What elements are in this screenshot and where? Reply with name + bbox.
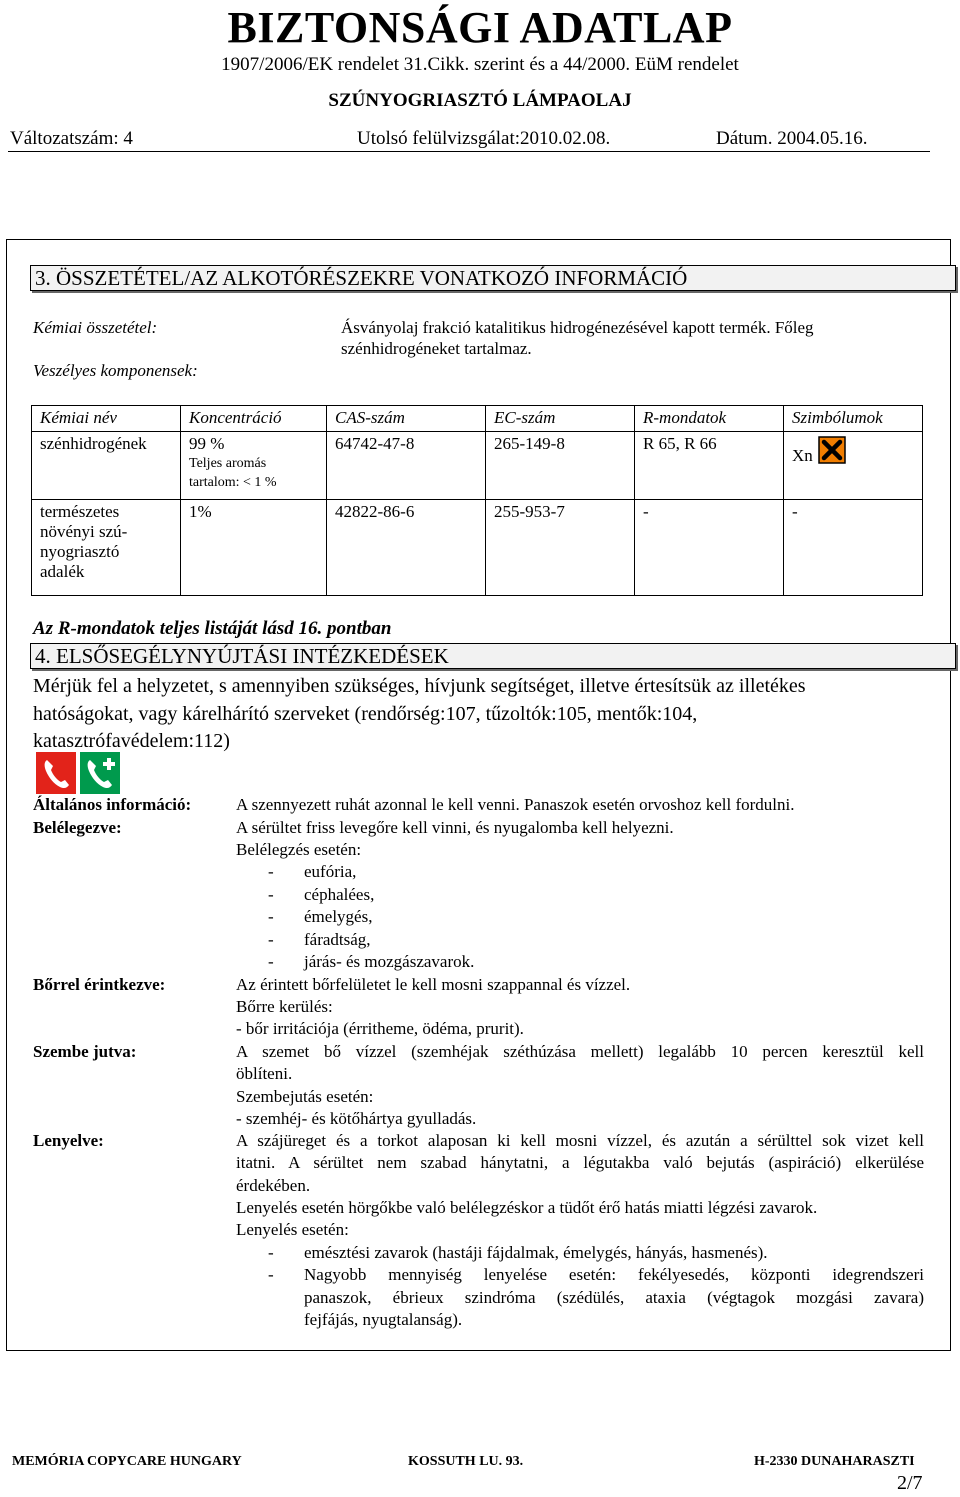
emergency-phone-icon: [36, 752, 76, 794]
review-date: Utolsó felülvizsgálat:2010.02.08.: [357, 128, 611, 149]
general-info-text: A szennyezett ruhát azonnal le kell venni. Panaszok esetén orvoshoz kell fordulni.: [236, 795, 795, 814]
skin-contact-detail: - bőr irritációja (érritheme, ödéma, prurit).: [236, 1019, 524, 1038]
list-item-continued: panaszok, ébrieux szindróma (szédülés, ataxia (végtagok mozgási zavara): [304, 1288, 924, 1307]
col-header-cas: CAS-szám: [327, 406, 486, 432]
footer-street: KOSSUTH LU. 93.: [408, 1454, 524, 1469]
col-header-r: R-mondatok: [635, 406, 784, 432]
cell-name: szénhidrogének: [32, 432, 181, 500]
r-phrases-note: Az R-mondatok teljes listáját lásd 16. pontban: [33, 618, 392, 639]
ingestion-text: A szájüreget és a torkot alaposan ki kell mosni vízzel, és azután a sérülttel sok vizet kell: [236, 1131, 924, 1150]
list-item: émelygés,: [304, 907, 373, 926]
ingestion-text-3: érdekében.: [236, 1176, 311, 1195]
ingestion-text-2: itatni. A sérültet nem szabad hánytatni, a légutakba való bejutás (aspiráció) elkerülése: [236, 1153, 924, 1172]
skin-contact-subheading: Bőrre kerülés:: [236, 997, 333, 1016]
document-title: BIZTONSÁGI ADATLAP: [227, 3, 733, 52]
first-aid-intro-2: hatóságokat, vagy kárelhárító szerveket (rendőrség:107, tűzoltók:105, mentők:104,: [33, 703, 698, 725]
harmful-x-icon: [818, 436, 846, 464]
list-item: emésztési zavarok (hastáji fájdalmak, émelygés, hányás, hasmenés).: [304, 1243, 768, 1262]
first-aid-intro: Mérjük fel a helyzetet, s amennyiben szükséges, hívjunk segítséget, illetve értesítsük az illetékes: [33, 675, 806, 697]
chemical-composition-text: Ásványolaj frakció katalitikus hidrogénezésével kapott termék. Főleg: [341, 318, 814, 337]
composition-table: [31, 405, 923, 596]
table-header-row: [32, 406, 923, 432]
list-item: eufória,: [304, 862, 357, 881]
eye-contact-subheading: Szembejutás esetén:: [236, 1087, 374, 1106]
table-row: [32, 432, 923, 500]
inhalation-text: A sérültet friss levegőre kell vinni, és nyugalomba kell helyezni.: [236, 818, 674, 837]
cell-concentration: 1%: [181, 500, 327, 596]
eye-contact-text: A szemet bő vízzel (szemhéjak széthúzása mellett) legalább 10 percen keresztül kell: [236, 1042, 924, 1061]
header-divider: [8, 151, 930, 152]
ingestion-text-4: Lenyelés esetén hörgőkbe való belélegzéskor a tüdőt érő hatás miatti légzési zavarok.: [236, 1198, 818, 1217]
cell-cas: 64742-47-8: [327, 432, 486, 500]
eye-contact-label: Szembe jutva:: [33, 1042, 137, 1061]
inhalation-subheading: Belélegzés esetén:: [236, 840, 362, 859]
list-item: -: [268, 930, 274, 949]
chemical-composition-label: Kémiai összetétel:: [33, 318, 158, 337]
version-number: Változatszám: 4: [10, 128, 133, 149]
list-item: Nagyobb mennyiség lenyelése esetén: fekélyesedés, központi idegrendszeri: [304, 1265, 924, 1284]
hazardous-components-label: Veszélyes komponensek:: [33, 361, 198, 380]
inhalation-label: Belélegezve:: [33, 818, 122, 837]
ingestion-subheading: Lenyelés esetén:: [236, 1220, 349, 1239]
col-header-symbols: Szimbólumok: [784, 406, 923, 432]
eye-contact-text-2: öblíteni.: [236, 1064, 293, 1083]
eye-contact-detail: - szemhéj- és kötőhártya gyulladás.: [236, 1109, 477, 1128]
cell-r: -: [635, 500, 784, 596]
cell-ec: 265-149-8: [486, 432, 635, 500]
chemical-composition-text-2: szénhidrogéneket tartalmaz.: [341, 339, 532, 358]
first-aid-phone-icon: [80, 752, 120, 794]
skin-contact-text: Az érintett bőrfelületet le kell mosni szappannal és vízzel.: [236, 975, 631, 994]
footer-city: H-2330 DUNAHARASZTI: [754, 1454, 915, 1469]
footer-company: MEMÓRIA COPYCARE HUNGARY: [12, 1454, 242, 1469]
section-3-heading: 3. ÖSSZETÉTEL/AZ ALKOTÓRÉSZEKRE VONATKOZÓ INFORMÁCIÓ: [30, 265, 956, 291]
list-item: -: [268, 952, 274, 971]
list-item: -: [268, 1265, 274, 1284]
skin-contact-label: Bőrrel érintkezve:: [33, 975, 166, 994]
document-date: Dátum. 2004.05.16.: [716, 128, 868, 149]
list-item: -: [268, 885, 274, 904]
list-item: céphalées,: [304, 885, 375, 904]
list-item: fáradtság,: [304, 930, 371, 949]
first-aid-intro-3: katasztrófavédelem:112): [33, 730, 230, 752]
regulation-subtitle: 1907/2006/EK rendelet 31.Cikk. szerint és a 44/2000. EüM rendelet: [221, 54, 739, 75]
list-item: járás- és mozgászavarok.: [304, 952, 475, 971]
table-row: [32, 500, 923, 596]
list-item: -: [268, 907, 274, 926]
list-item-continued: fejfájás, nyugtalanság).: [304, 1310, 463, 1329]
cell-symbol: -: [784, 500, 923, 596]
general-info-label: Általános információ:: [33, 795, 192, 814]
section-4-heading: 4. ELSŐSEGÉLYNYÚJTÁSI INTÉZKEDÉSEK: [30, 643, 956, 669]
cell-ec: 255-953-7: [486, 500, 635, 596]
cell-name: természetes növényi szú- nyogriasztó adalék: [32, 500, 181, 596]
list-item: -: [268, 862, 274, 881]
cell-concentration: 99 % Teljes aromás tartalom: < 1 %: [181, 432, 327, 500]
cell-cas: 42822-86-6: [327, 500, 486, 596]
list-item: -: [268, 1243, 274, 1262]
col-header-ec: EC-szám: [486, 406, 635, 432]
product-name: SZÚNYOGRIASZTÓ LÁMPAOLAJ: [328, 90, 632, 111]
cell-r: R 65, R 66: [635, 432, 784, 500]
cell-symbol: Xn: [784, 432, 923, 500]
ingestion-label: Lenyelve:: [33, 1131, 104, 1150]
col-header-name: Kémiai név: [32, 406, 181, 432]
page-number: 2/7: [897, 1472, 923, 1494]
col-header-concentration: Koncentráció: [181, 406, 327, 432]
